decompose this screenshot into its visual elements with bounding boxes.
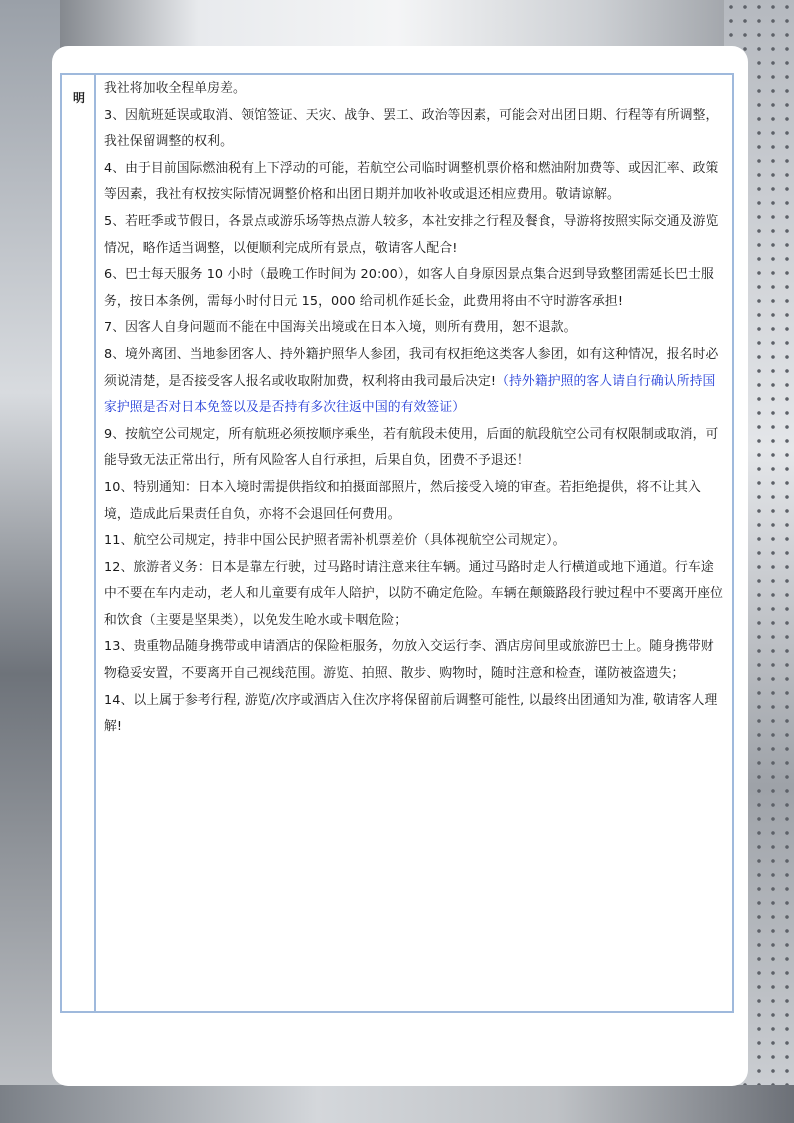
note-paragraph: 5、若旺季或节假日，各景点或游乐场等热点游人较多，本社安排之行程及餐食，导游将按照实际交通及游览情况，略作适当调整，以便顺利完成所有景点，敬请客人配合! (104, 213, 719, 256)
section-label: 明 (72, 91, 85, 105)
note-paragraph: 12、旅游者义务：日本是靠左行驶，过马路时请注意来往车辆。通过马路时走人行横道或地下通道。行车途中不要在车内走动，老人和儿童要有成年人陪护，以防不确定危险。车辆在颠簸路段行驶过程中不要离开座位和饮食（主要是坚果类），以免发生呛水或卡咽危险； (104, 559, 724, 628)
section-label-column (60, 73, 96, 1013)
note-paragraph: 我社将加收全程单房差。 (104, 81, 246, 96)
note-8-highlight: （持外籍护照的客人请自行确认所持国家护照是否对日本免签以及是否持有多次往返中国的有效签证） (104, 373, 716, 416)
note-paragraph: 9、按航空公司规定，所有航班必须按顺序乘坐，若有航段未使用，后面的航段航空公司有权限制或取消，可能导致无法正常出行，所有风险客人自行承担，后果自负，团费不予退还！ (104, 426, 719, 469)
note-paragraph-8 (104, 342, 726, 422)
background-top (0, 0, 794, 48)
note-paragraph: 4、由于目前国际燃油税有上下浮动的可能，若航空公司临时调整机票价格和燃油附加费等、或因汇率、政策等因素，我社有权按实际情况调整价格和出团日期并加收补收或退还相应费用。敬请谅解。 (104, 160, 719, 203)
background-left (0, 0, 60, 1123)
note-paragraph: 6、巴士每天服务 10 小时（最晚工作时间为 20:00），如客人自身原因景点集合迟到导致整团需延长巴士服务，按日本条例，需每小时付日元 15，000 给司机作延长金，此费用将由不守时游客承担! (104, 267, 714, 309)
note-paragraph: 7、因客人自身问题而不能在中国海关出境或在日本入境，则所有费用，恕不退款。 (104, 320, 577, 336)
note-paragraph: 13、贵重物品随身携带或申请酒店的保险柜服务，勿放入交运行李、酒店房间里或旅游巴士上。随身携带财物稳妥安置，不要离开自己视线范围。游览、拍照、散步、购物时，随时注意和检查，谨防被盗遗失； (104, 639, 714, 682)
note-paragraph: 3、因航班延误或取消、领馆签证、天灾、战争、罢工、政治等因素，可能会对出团日期、行程等有所调整，我社保留调整的权利。 (104, 107, 719, 150)
note-8-main: 8、境外离团、当地参团客人、持外籍护照华人参团，我司有权拒绝这类客人参团，如有这种情况，报名时必须说清楚，是否接受客人报名或收取附加费，权利将由我司最后决定! (104, 346, 719, 389)
note-paragraph: 14、以上属于参考行程, 游览/次序或酒店入住次序将保留前后调整可能性, 以最终出团通知为准, 敬请客人理解! (104, 692, 718, 735)
notes-content (104, 76, 726, 741)
background-bottom (0, 1085, 794, 1123)
note-paragraph: 11、航空公司规定，持非中国公民护照者需补机票差价（具体视航空公司规定）。 (104, 533, 566, 549)
note-paragraph: 10、特别通知：日本入境时需提供指纹和拍摄面部照片，然后接受入境的审查。若拒绝提供，将不让其入境，造成此后果责任自负，亦将不会退回任何费用。 (104, 479, 701, 522)
